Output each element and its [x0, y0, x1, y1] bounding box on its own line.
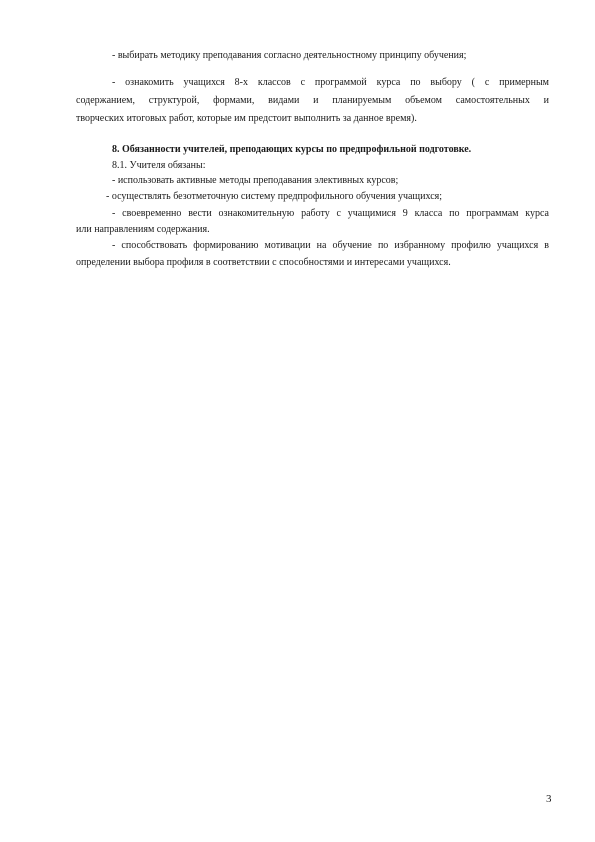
bullet-acquaint-students-line-3: творческих итоговых работ, которые им предстоит выполнить за данное время).	[76, 113, 417, 124]
bullet-choose-method: - выбирать методику преподавания согласно деятельностному принципу обучения;	[112, 50, 467, 61]
bullet-acquaint-students-line-2: содержанием, структурой, формами, видами и планируемым объемом самостоятельных и	[76, 95, 549, 106]
bullet-active-methods: - использовать активные методы преподавания элективных курсов;	[112, 175, 399, 186]
bullet-timely-work-line-1: - своевременно вести ознакомительную работу с учащимися 9 класса по программам курса	[112, 208, 549, 219]
page-number: 3	[546, 793, 552, 805]
bullet-acquaint-students-line-1: - ознакомить учащихся 8-х классов с программой курса по выбору ( с примерным	[112, 77, 549, 88]
bullet-motivation-line-1: - способствовать формированию мотивации на обучение по избранному профилю учащихся в	[112, 240, 549, 251]
bullet-no-grades-system: - осуществлять безотметочную систему предпрофильного обучения учащихся;	[106, 191, 443, 202]
bullet-timely-work-line-2: или направлениям содержания.	[76, 224, 210, 235]
bullet-motivation-line-2: определении выбора профиля в соответствии с способностями и интересами учащихся.	[76, 257, 451, 268]
section-heading: 8. Обязанности учителей, преподающих курсы по предпрофильной подготовке.	[112, 144, 472, 155]
subsection-heading: 8.1. Учителя обязаны:	[112, 160, 206, 171]
